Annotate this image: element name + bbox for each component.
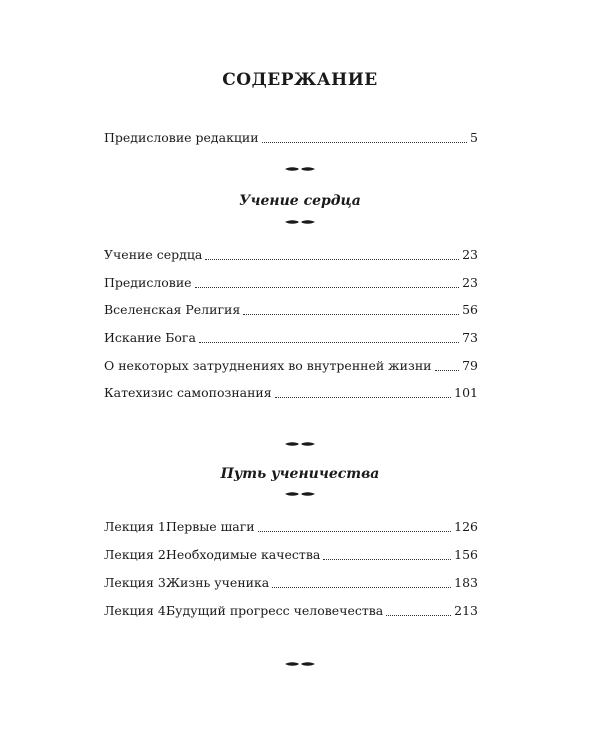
toc-entry-lecture[interactable]	[104, 545, 478, 563]
dot-leader	[199, 342, 459, 343]
toc-entry-page: 56	[462, 302, 478, 317]
dot-leader	[243, 314, 459, 315]
toc-entry-page: 101	[454, 385, 478, 400]
toc-entry-page: 79	[462, 358, 478, 373]
dot-leader	[386, 615, 451, 616]
ornamental-divider-icon	[285, 165, 315, 173]
toc-entry-lecture[interactable]	[104, 517, 478, 535]
toc-entry-title: Предисловие	[104, 275, 192, 290]
ornamental-divider-icon	[285, 218, 315, 226]
dot-leader	[435, 370, 460, 371]
toc-entry[interactable]	[104, 273, 478, 291]
dot-leader	[272, 587, 451, 588]
toc-entry-title: Будущий прогресс человечества	[166, 603, 384, 618]
page-title: СОДЕРЖАНИЕ	[222, 70, 378, 90]
toc-entry-page: 126	[454, 519, 478, 534]
toc-entry-title: Жизнь ученика	[166, 575, 270, 590]
toc-entry[interactable]	[104, 328, 478, 346]
dot-leader	[195, 287, 460, 288]
ornamental-divider-icon	[285, 440, 315, 448]
toc-entry-page: 183	[454, 575, 478, 590]
toc-entry[interactable]	[104, 300, 478, 318]
toc-entry-title: Первые шаги	[166, 519, 255, 534]
toc-entry-title: Искание Бога	[104, 330, 196, 345]
dot-leader	[275, 397, 451, 398]
toc-entry-page: 73	[462, 330, 478, 345]
dot-leader	[205, 259, 459, 260]
toc-entry-page: 213	[454, 603, 478, 618]
ornamental-divider-icon	[285, 490, 315, 498]
dot-leader	[258, 531, 452, 532]
toc-entry-lecture[interactable]	[104, 601, 478, 619]
toc-entry[interactable]	[104, 356, 478, 374]
section-title-uchenie-serdtsa: Учение сердца	[239, 193, 361, 209]
dot-leader	[323, 559, 451, 560]
toc-entry-page: 5	[470, 130, 478, 145]
toc-entry[interactable]	[104, 383, 478, 401]
section-title-put-uchenichestva: Путь ученичества	[220, 466, 380, 482]
lecture-number: Лекция 3.	[104, 575, 170, 590]
lecture-number: Лекция 2.	[104, 547, 170, 562]
toc-entry-preface-editorial[interactable]	[104, 128, 478, 146]
toc-entry-title: О некоторых затруднениях во внутренней жизни	[104, 358, 432, 373]
toc-entry-title: Необходимые качества	[166, 547, 321, 562]
toc-entry-title: Вселенская Религия	[104, 302, 241, 317]
dot-leader	[262, 142, 467, 143]
lecture-number: Лекция 4.	[104, 603, 170, 618]
lecture-number: Лекция 1.	[104, 519, 170, 534]
ornamental-divider-icon	[285, 660, 315, 668]
toc-entry-lecture[interactable]	[104, 573, 478, 591]
toc-entry-page: 156	[454, 547, 478, 562]
toc-entry[interactable]	[104, 245, 478, 263]
toc-entry-page: 23	[462, 275, 478, 290]
toc-entry-title: Предисловие редакции	[104, 130, 259, 145]
toc-entry-page: 23	[462, 247, 478, 262]
toc-entry-title: Катехизис самопознания	[104, 385, 272, 400]
toc-entry-title: Учение сердца	[104, 247, 203, 262]
